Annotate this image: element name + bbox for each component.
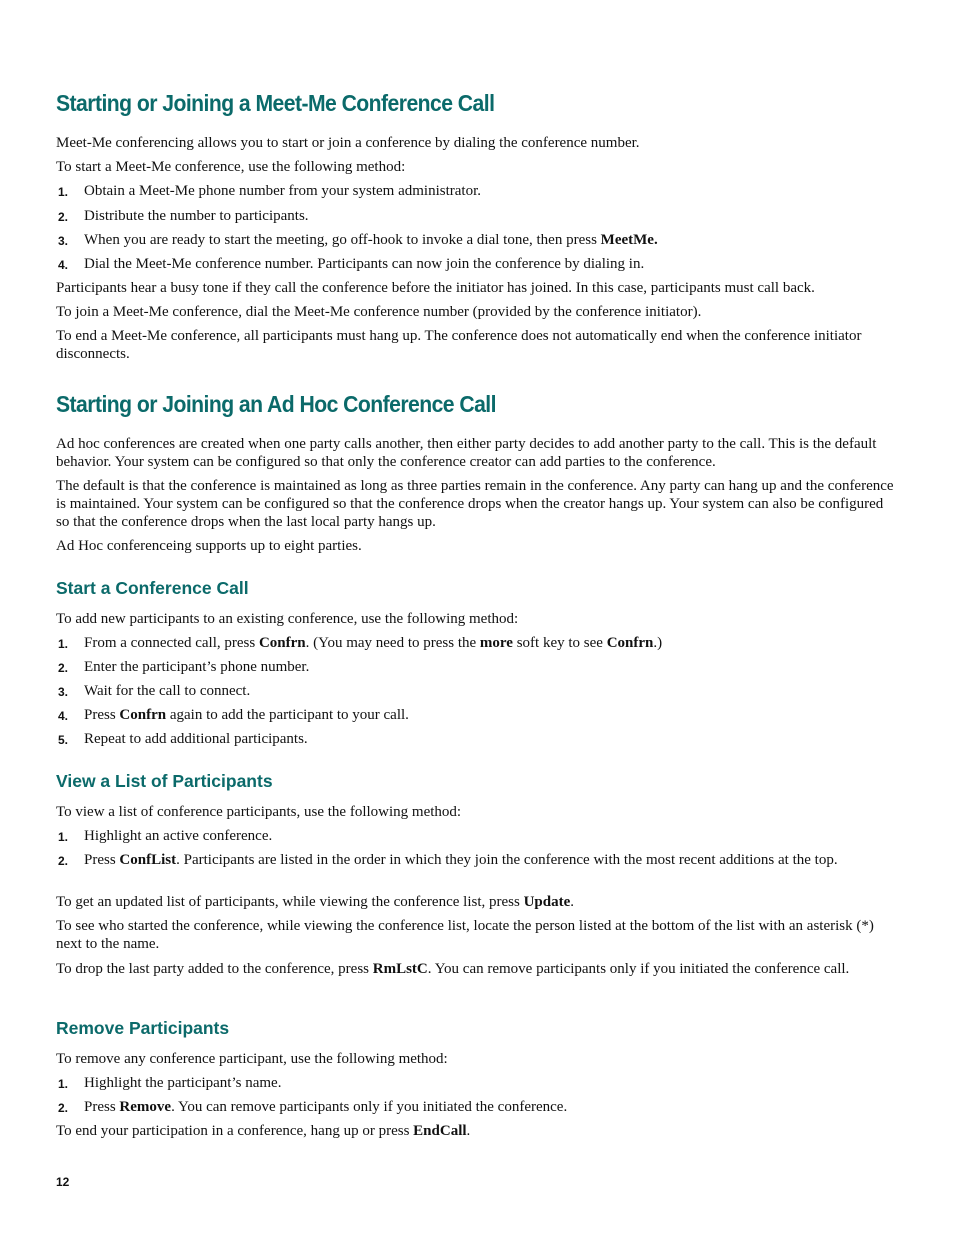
- step-number: 2.: [58, 854, 69, 868]
- step-text: Dial the Meet-Me conference number. Participants can now join the conference by dialing in.: [84, 256, 645, 272]
- step-number: 1.: [58, 1077, 69, 1091]
- view-intro: To view a list of conference participants, use the following method:: [56, 804, 462, 820]
- step-number: 5.: [58, 733, 69, 747]
- step-text: Repeat to add additional participants.: [84, 731, 308, 747]
- step-number: 2.: [58, 210, 69, 224]
- step-text: Wait for the call to connect.: [84, 683, 251, 699]
- view-update-note: To get an updated list of participants, while viewing the conference list, press Update.: [56, 894, 574, 910]
- step-number: 1.: [58, 637, 69, 651]
- view-heading: View a List of Participants: [56, 771, 273, 791]
- step-number: 2.: [58, 661, 69, 675]
- step-number: 2.: [58, 1101, 69, 1115]
- meetme-intro: Meet-Me conferencing allows you to start or join a conference by dialing the conference number.: [56, 135, 640, 151]
- remove-endcall-note: To end your participation in a conference, hang up or press EndCall.: [56, 1123, 471, 1139]
- adhoc-heading: Starting or Joining an Ad Hoc Conference Call: [56, 391, 496, 417]
- step-text: Press ConfList. Participants are listed in the order in which they join the conference with the most recent additions at the top.: [84, 852, 838, 868]
- softkey-update: Update: [523, 894, 571, 910]
- meetme-method-intro: To start a Meet-Me conference, use the following method:: [56, 159, 406, 175]
- softkey-confrn: Confrn: [119, 707, 167, 723]
- step-text: Press Remove. You can remove participants only if you initiated the conference.: [84, 1099, 568, 1115]
- step-number: 4.: [58, 709, 69, 723]
- remove-heading: Remove Participants: [56, 1018, 230, 1038]
- start-intro: To add new participants to an existing conference, use the following method:: [56, 611, 519, 627]
- step-text: When you are ready to start the meeting, go off-hook to invoke a dial tone, then press MeetMe.: [84, 232, 658, 248]
- meetme-join-note: To join a Meet-Me conference, dial the Meet-Me conference number (provided by the conference initiator).: [56, 304, 702, 320]
- meetme-busy-note: Participants hear a busy tone if they call the conference before the initiator has joined. In this case, participants must call back.: [56, 280, 815, 296]
- step-text: Press Confrn again to add the participant to your call.: [84, 707, 409, 723]
- step-text: Enter the participant’s phone number.: [84, 659, 310, 675]
- step-number: 4.: [58, 258, 69, 272]
- step-number: 1.: [58, 185, 69, 199]
- meetme-end-note: To end a Meet-Me conference, all participants must hang up. The conference does not automatically end when the conference initiator disconnects.: [56, 328, 862, 362]
- adhoc-paragraph-2: The default is that the conference is maintained as long as three parties remain in the conference. Any party can hang up and the conference is maintained. Your system can be configured so that the conference drops when the creator hangs up. Your system can also be configured so that the conference drops when the last local party hangs up.: [56, 478, 894, 530]
- softkey-remove: Remove: [119, 1099, 172, 1115]
- softkey-conflist: ConfList: [119, 852, 177, 868]
- step-text: Highlight an active conference.: [84, 828, 273, 844]
- softkey-rmlstc: RmLstC: [372, 961, 428, 977]
- remove-intro: To remove any conference participant, use the following method:: [56, 1051, 448, 1067]
- adhoc-paragraph-1: Ad hoc conferences are created when one party calls another, then either party decides to add another party to the call. This is the default behavior. Your system can be configured so that only the conference creator can add parties to the conference.: [56, 436, 877, 470]
- softkey-confrn: Confrn: [258, 635, 306, 651]
- step-text: Obtain a Meet-Me phone number from your system administrator.: [84, 183, 481, 199]
- view-who-note: To see who started the conference, while viewing the conference list, locate the person listed at the bottom of the list with an asterisk (*) next to the name.: [56, 918, 874, 952]
- step-number: 1.: [58, 830, 69, 844]
- step-text: Highlight the participant’s name.: [84, 1075, 282, 1091]
- step-number: 3.: [58, 234, 69, 248]
- softkey-meetme: MeetMe.: [600, 232, 658, 248]
- step-number: 3.: [58, 685, 69, 699]
- meetme-heading: Starting or Joining a Meet-Me Conference Call: [56, 90, 495, 116]
- page-number: 12: [56, 1175, 70, 1189]
- softkey-more: more: [479, 635, 513, 651]
- softkey-confrn: Confrn: [606, 635, 654, 651]
- step-text: From a connected call, press Confrn. (You may need to press the more soft key to see Confrn.): [84, 635, 663, 651]
- adhoc-paragraph-3: Ad Hoc conferenceing supports up to eight parties.: [56, 538, 362, 554]
- view-drop-note: To drop the last party added to the conference, press RmLstC. You can remove participants only if you initiated the conference call.: [56, 961, 850, 977]
- softkey-endcall: EndCall: [413, 1123, 467, 1139]
- start-heading: Start a Conference Call: [56, 578, 249, 598]
- step-text: Distribute the number to participants.: [84, 208, 309, 224]
